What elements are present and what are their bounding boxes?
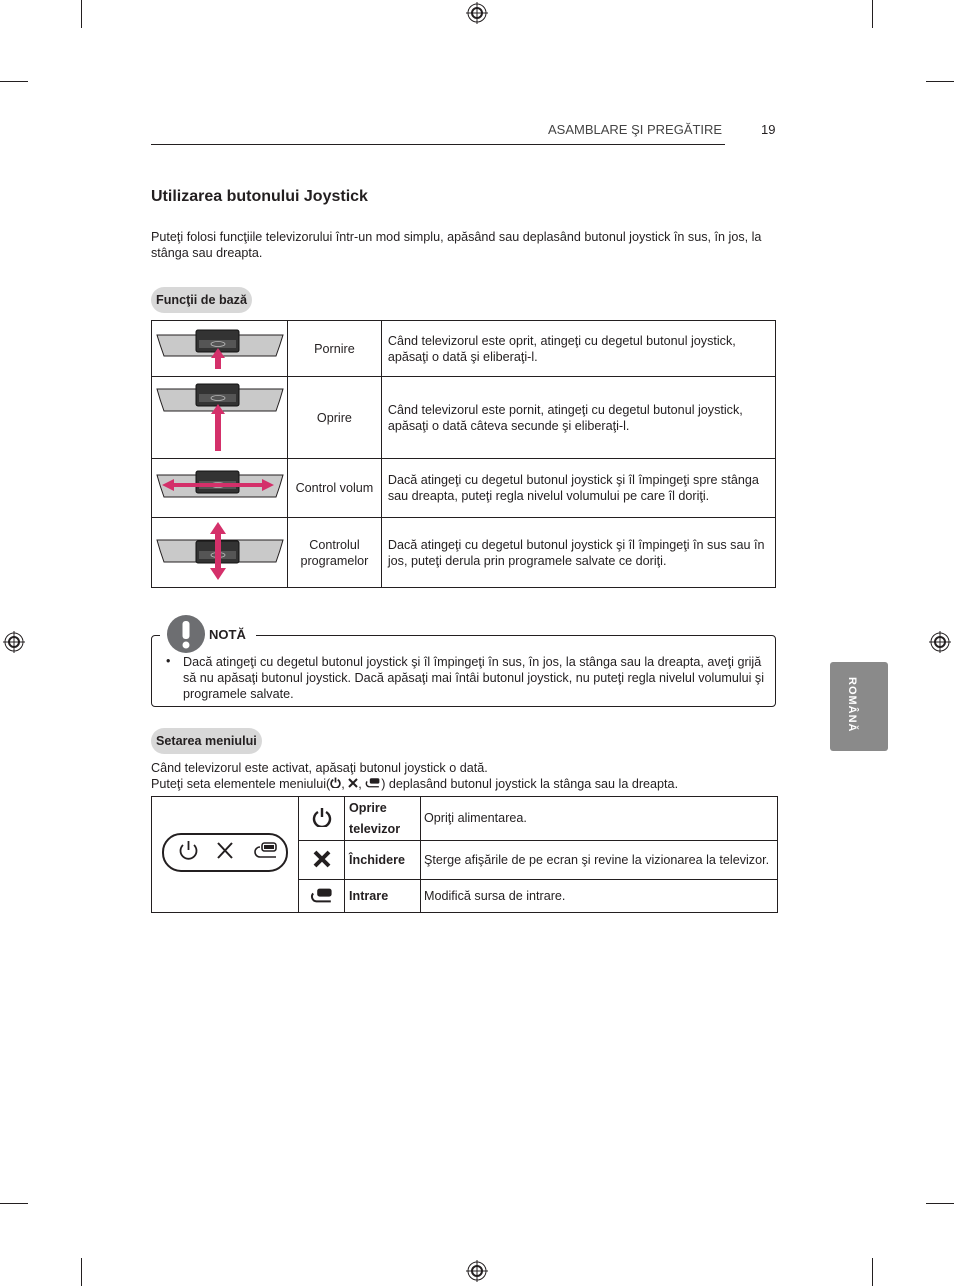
basic-functions-table [151,320,776,588]
note-text: Dacă atingeţi cu degetul butonul joystick şi îl împingeţi în sus, în jos, la stânga sau la dreapta, aveţi grijă să nu apăsaţi butonul joystick. Dacă apăsaţi mai întâi butonul joystick, nu puteţi regla nivelul volumului şi programele salvate. [183,655,765,701]
joystick-illustration [152,321,288,377]
close-icon [348,778,358,788]
function-name: Controlul programelor [288,518,382,588]
page-title: Utilizarea butonului Joystick [151,188,368,205]
crop-mark [872,1258,873,1286]
input-icon [310,886,334,904]
table-row [152,518,776,588]
function-description: Când televizorul este oprit, atingeţi cu degetul butonul joystick, apăsaţi o dată şi eliberaţi-l. [381,321,775,377]
joystick-left-right-icon [152,459,287,514]
crop-mark [0,1203,28,1204]
language-tab-label: ROMÂNĂ [846,677,858,733]
crop-mark [81,0,82,28]
registration-mark-icon [466,1260,488,1282]
table-row [152,797,778,841]
warning-icon [166,614,206,654]
function-description: Dacă atingeţi cu degetul butonul joystick şi îl împingeţi spre stânga sau dreapta, puteţi regla nivelul volumului pe care îl doriţi. [381,459,775,518]
close-icon [312,849,332,869]
joystick-illustration [152,377,288,459]
menu-item-name: Închidere [345,841,421,880]
menu-item-name: Intrare [345,880,421,913]
menu-item-name: Oprire televizor [345,797,421,841]
input-icon [365,777,381,788]
menu-icon-cell [299,880,345,913]
joystick-up-down-icon [152,518,287,584]
registration-mark-icon [929,631,951,653]
crop-mark [0,81,28,82]
header-rule [151,144,725,145]
joystick-illustration [152,518,288,588]
table-row [152,377,776,459]
function-name: Oprire [288,377,382,459]
section-header: ASAMBLARE ŞI PREGĂTIRE [548,122,723,137]
menu-item-description: Opriţi alimentarea. [421,797,778,841]
power-icon [312,807,332,827]
registration-mark-icon [466,2,488,24]
crop-mark [926,81,954,82]
crop-mark [872,0,873,28]
table-row [152,321,776,377]
basic-functions-label: Funcţii de bază [151,287,252,313]
joystick-illustration [152,459,288,518]
menu-item-description: Modifică sursa de intrare. [421,880,778,913]
menu-line-1: Când televizorul este activat, apăsaţi butonul joystick o dată. [151,761,488,775]
menu-buttons-illustration [152,797,298,909]
crop-mark [926,1203,954,1204]
menu-line-2-end: ) deplasând butonul joystick la stânga sau la dreapta. [381,777,679,791]
intro-paragraph: Puteţi folosi funcţiile televizorului într-un mod simplu, apăsând sau deplasând butonul joystick în sus, în jos, la stânga sau dreapta. [151,230,762,260]
joystick-long-press-icon [152,377,287,455]
menu-item-description: Şterge afişările de pe ecran şi revine la vizionarea la televizor. [421,841,778,880]
table-row [152,459,776,518]
menu-setup-label: Setarea meniului [151,728,262,754]
joystick-press-icon [152,321,287,373]
function-description: Dacă atingeţi cu degetul butonul joystick şi îl împingeţi în sus sau în jos, puteţi derula prin programele salvate ce doriţi. [381,518,775,588]
page-number: 19 [761,122,776,137]
function-name: Pornire [288,321,382,377]
function-description: Când televizorul este pornit, atingeţi cu degetul butonul joystick, apăsaţi o dată câteva secunde şi eliberaţi-l. [381,377,775,459]
note-label: NOTĂ [209,627,246,642]
menu-table [151,796,778,913]
language-tab [830,662,888,751]
menu-line-2: Puteţi seta elementele meniului( , , ) deplasând butonul joystick la stânga sau la dreapta. [151,777,679,791]
crop-mark [81,1258,82,1286]
function-name: Control volum [288,459,382,518]
menu-line-2-start: Puteţi seta elementele meniului( [151,777,331,791]
menu-illustration [152,797,299,913]
power-icon [330,777,341,788]
menu-icon-cell [299,797,345,841]
registration-mark-icon [3,631,25,653]
menu-icon-cell [299,841,345,880]
bullet: • [166,654,171,668]
